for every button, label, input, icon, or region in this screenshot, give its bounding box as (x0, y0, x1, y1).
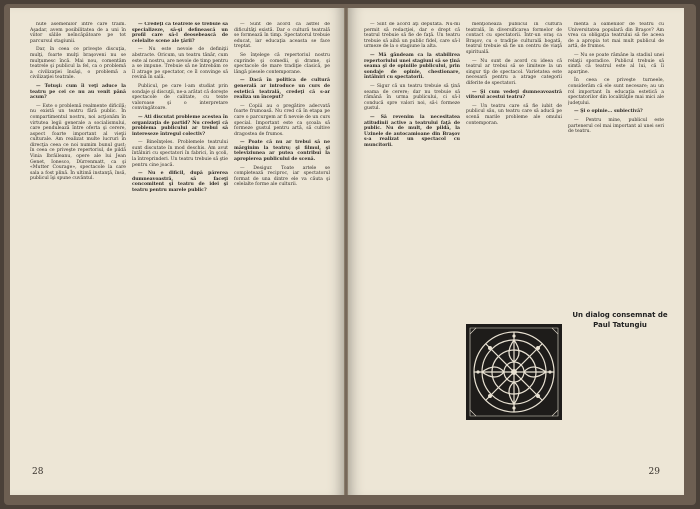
question: — Totuşi: cum îi veţi aduce la teatru pe cei ce nu au venit până acum? (30, 83, 126, 101)
paragraph: — Sigur că un teatru trebuie să ţină seama de cerere; dar nu trebuie să rămână în urma publicului, ci să-l conducă spre valori noi, să-i formeze gustul. (364, 83, 460, 112)
paragraph: — Un teatru care să fie iubit de publicul său, un teatru care să aducă pe scenă marile probleme ale omului contemporan. (466, 103, 562, 126)
right-page (348, 8, 684, 495)
question: — Nu e dificil, după părerea dumneavoastră, să faceţi concomitent şi teatru de idei şi teatru pentru marele public? (132, 171, 228, 194)
question: — Dacă în politica de cultură generală ar introduce un curs de estetică teatrală, credeţi că s-ar realiza un început? (234, 78, 330, 101)
paragraph: — Nu se poate rămâne la stadiul unei relaţii sporadice. Publicul trebuie să simtă că teatrul este al lui, că îi aparţine. (568, 52, 664, 75)
paragraph: În ceea ce priveşte turneele, considerăm că ele sunt necesare; au un rol important în educaţia estetică a spectatorilor din localităţile mai mici ale judeţului. (568, 78, 664, 106)
page-number-right: 29 (648, 467, 660, 477)
left-page (10, 8, 344, 495)
paragraph: — Nu este nevoie de definiţii abstracte. Oricum, un teatru tânăr, cum este al nostru, are nevoie de timp pentru a se impune. Trebuie să ne întrebăm ce îl atrage pe spectator, ce îl convinge să revină în sală. (132, 47, 228, 81)
right-column-1 (364, 22, 460, 462)
paragraph: — Este o problemă realmente dificilă; nu există un teatru fără public. În compartimentul nostru, noi acţionăm în virtutea legii generale a socialismului, care pendulează între oferta şi cerere, aspect foarte important al vieţii culturale. Am realizat multe lucruri în direcţia ceea ce noi numim bunul gust; în ceea ce priveşte repertoriul, de pildă Vinia Ibrăileanu, opere ale lui Jean Genet, Ionesco, Dürrenmatt, ca şi «Mutter Courage», spectacole la care sala a fost plină. În ultimă instanţă, însă, publicul îşi spune cuvântul. (30, 103, 126, 182)
left-column-1 (30, 22, 126, 462)
question: — Mă gândeam ca la stabilirea repertoriului unei stagiuni să se ţină seama şi de opiniile publicului, prin sondaje de opinie, chestionare, întâlniri cu spectatorii. (364, 52, 460, 81)
question: — Să revenim la necesitatea atitudinii active a teatrului faţă de public. Nu de mult, de pildă, la Uzinele de autocamioane din Braşov s-a realizat un spectacol cu muncitorii. (364, 114, 460, 148)
paragraph: — Pentru mine, publicul este partenerul cel mai important al unei seri de teatru. (568, 117, 664, 135)
question: — Poate că nu ar trebui să ne mărginim la teatru; şi filmul, şi televiziunea ar putea contribui la apropierea publicului de scenă. (234, 140, 330, 163)
paragraph: — Nu sunt de acord cu ideea că teatrul ar trebui să se limiteze la un singur tip de spectacol. Varietatea este necesară pentru a atrage categorii diferite de spectatori. (466, 58, 562, 86)
question: — Ati discutat probleme acestea în organizaţia de partid? Nu credeţi că problema publicului ar trebui să intereseze întregul colectiv? (132, 114, 228, 137)
paragraph: — Copiii au o pregătire adecvată foarte frumoasă. Nu cred că în etapa pe care o parcurgem ar fi nevoie de un curs special. Important este ca şcoala să formeze gustul pentru artă, să cultive dragostea de frumos. (234, 103, 330, 137)
folk-ornament-image (466, 324, 562, 420)
paragraph: mentă a oamenilor de teatru cu Universitatea populară din Braşov? Am vrea ca obligaţia teatrului să fie aceea de a apropia tot mai mult publicul de artă, de frumos. (568, 22, 664, 50)
paragraph: Publicul, pe care l-am studiat prin sondaje şi discuţii, ne-a arătat că doreşte spectacole de calitate, cu texte valoroase şi o interpretare convingătoare. (132, 83, 228, 112)
question: — Şi o opinie... subiectivă? (574, 109, 643, 115)
paragraph: — Sînt de acord aţi deputată. Nu-mi permit să redacţiei, dar e drept că teatrul trebuie să fie de faţă. Un teatru trebuie să aibă un public fidel, care să-l urmeze de la o stagiune la alta. (364, 22, 460, 50)
byline-author: Paul Tatungiu (593, 321, 647, 329)
right-column-2 (466, 22, 562, 322)
paragraph: Se înţelege că repertoriul nostru cuprinde şi comedii, şi drame, şi spectacole de mare tradiţie clasică, pe lângă piesele contemporane. (234, 52, 330, 75)
left-column-3 (234, 22, 330, 462)
page-number-left: 28 (32, 467, 44, 477)
question: — Credeţi că teatrele se trebuie să specializeze, să-şi definească un profil care să-l deosebească de celelalte scene ale ţării? (132, 22, 228, 44)
paragraph: — Desigur. Toate artele se completează reciproc, iar spectatorul format de una dintre ele va căuta şi celelalte forme ale culturii. (234, 165, 330, 188)
paragraph: nute asemenilor între care trăim. Aşadar, avem posibilitatea de a uni în viitor sălile neîncăpătoare pe tot parcursul stagiunii. (30, 22, 126, 44)
byline (572, 310, 668, 330)
paragraph: — Bineînţeles. Problemele teatrului sunt discutate în mod deschis. Am avut întâlniri cu spectatori în fabrici, în şcoli, la întreprinderi. Un teatru trebuie să ştie pentru cine joacă. (132, 140, 228, 168)
left-column-2 (132, 22, 228, 462)
paragraph: Dar, în ceea ce priveşte discuţia, mulţi, foarte mulţi braşoveni nu se mulţumesc încă. Mai nou, comentăm teatrele şi publicul la fel, ca o problemă a civilizaţiei însăşi, o problemă a civilizaţiei teatrale. (30, 47, 126, 81)
question: — Şi cum vedeţi dumneavoastră viitorul acestui teatru? (466, 89, 562, 101)
paragraph: — Sunt de acord că astfel de dificultăţi există. Dar o cultură teatrală se formează în timp. Spectatorul trebuie educat, iar educaţia aceasta se face treptat. (234, 22, 330, 50)
right-column-3 (568, 22, 664, 322)
paragraph: menţionează publicul în cultura teatrală, în diversificarea formelor de contact cu spectatorii. Într-un oraş ca Braşov, cu o tradiţie culturală bogată, teatrul trebuie să fie un centru de viaţă spirituală. (466, 22, 562, 55)
byline-prefix: Un dialog consemnat de (572, 311, 668, 319)
